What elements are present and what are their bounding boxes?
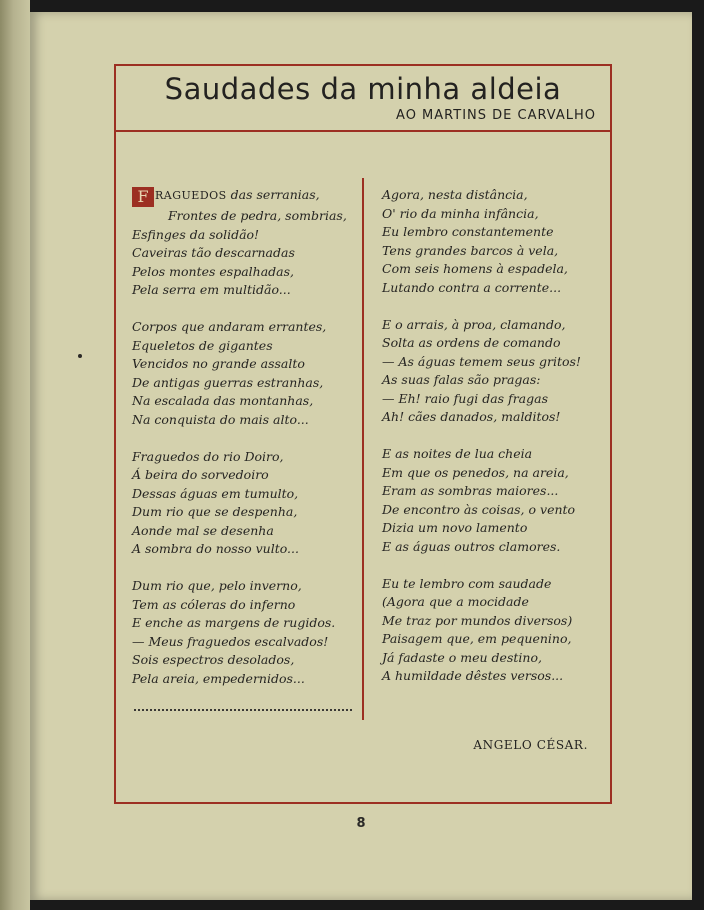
verse-text: Dum rio que, pelo inverno, [132, 578, 302, 593]
verse-line [132, 263, 352, 282]
verse-text: — Eh! raio fugi das fragas [382, 390, 548, 406]
verse-line [382, 334, 602, 353]
verse-line [382, 538, 602, 557]
column-divider [362, 178, 364, 720]
verse-line [382, 482, 602, 501]
verse-text: Caveiras tão descarnadas [132, 245, 295, 260]
verse-line [382, 649, 602, 668]
verse-line [382, 464, 602, 483]
verse-line [382, 353, 602, 372]
verse-line [132, 355, 352, 374]
verse-text: Em que os penedos, na areia, [382, 464, 569, 480]
verse-line [382, 593, 602, 612]
verse-line [132, 207, 352, 226]
verse-line [132, 577, 352, 596]
verse-text: Dizia um novo lamento [382, 520, 528, 535]
verse-text: Eram as sombras maiores... [382, 483, 559, 498]
verse-text: E o arrais, à proa, clamando, [382, 316, 566, 332]
verse-text: Agora, nesta distância, [382, 187, 528, 202]
verse-text: Dum rio que se despenha, [132, 504, 298, 519]
title-rule [116, 130, 610, 132]
verse-text: Ah! cães danados, malditos! [382, 409, 561, 424]
verse-text: As suas falas são pragas: [382, 372, 541, 387]
verse-line [132, 540, 352, 559]
verse-text: Eu lembro constantemente [382, 224, 554, 239]
verse-line [132, 596, 352, 615]
verse-line [382, 371, 602, 390]
verse-text: Esfinges da solidão! [132, 226, 260, 242]
verse-text: Equeletos de gigantes [132, 337, 273, 353]
verse-text: das serranias, [226, 187, 320, 202]
margin-dot [78, 354, 82, 358]
verse-text: Já fadaste o meu destino, [382, 649, 542, 665]
verse-text: Pelos montes espalhadas, [132, 263, 295, 279]
verse-line [132, 485, 352, 504]
verse-line [382, 575, 602, 594]
stanza [382, 186, 602, 297]
verse-text: Pela serra em multidão... [132, 282, 291, 297]
verse-text: (Agora que a mocidade [382, 594, 529, 609]
verse-line [382, 408, 602, 427]
verse-line [132, 522, 352, 541]
verse-text: Eu te lembro com saudade [382, 575, 552, 591]
verse-line [132, 614, 352, 633]
verse-line [132, 186, 352, 207]
verse-line [132, 448, 352, 467]
verse-text: A sombra do nosso vulto... [132, 541, 299, 556]
verse-text: A humildade dêstes versos... [382, 668, 564, 683]
verse-text: Dessas águas em tumulto, [132, 485, 299, 501]
verse-text: Fraguedos do rio Doiro, [132, 448, 284, 464]
verse-text: Na escalada das montanhas, [132, 393, 314, 408]
verse-text: Aonde mal se desenha [132, 522, 274, 538]
verse-line [132, 651, 352, 670]
verse-text: Me traz por mundos diversos) [382, 612, 573, 628]
verse-line [132, 503, 352, 522]
verse-text: De antigas guerras estranhas, [132, 374, 324, 390]
verse-line [132, 318, 352, 337]
verse-line [132, 244, 352, 263]
verse-text: Frontes de pedra, sombrias, [168, 208, 347, 223]
verse-text: Lutando contra a corrente... [382, 279, 562, 295]
verse-text: Á beira do sorvedoiro [132, 467, 269, 482]
verse-line [132, 633, 352, 652]
verse-line [382, 501, 602, 520]
verse-line [382, 667, 602, 686]
verse-line [132, 411, 352, 430]
verse-line [382, 205, 602, 224]
stanza [382, 575, 602, 686]
verse-text: De encontro às coisas, o vento [382, 501, 576, 517]
verse-line [382, 630, 602, 649]
verse-line [132, 466, 352, 485]
stanza [132, 577, 352, 688]
verse-line [382, 223, 602, 242]
right-column [382, 186, 602, 704]
stanza [132, 448, 352, 559]
small-caps-word: RAGUEDOS [155, 189, 227, 202]
verse-text: Tem as cóleras do inferno [132, 596, 296, 612]
verse-text: Sois espectros desolados, [132, 652, 295, 667]
book-page [30, 12, 692, 900]
dotted-line [134, 709, 352, 711]
verse-text: O' rio da minha infância, [382, 205, 539, 221]
verse-line [382, 242, 602, 261]
verse-text: Na conquista do mais alto... [132, 411, 309, 427]
stanza [382, 316, 602, 427]
verse-line [132, 281, 352, 300]
verse-line [382, 186, 602, 205]
verse-text: Paisagem que, em pequenino, [382, 631, 572, 646]
stanza [382, 445, 602, 556]
poem-frame [114, 64, 612, 804]
verse-line [382, 316, 602, 335]
left-column [132, 186, 352, 707]
stanza [132, 318, 352, 429]
verse-line [132, 392, 352, 411]
verse-line [382, 445, 602, 464]
verse-line [382, 390, 602, 409]
verse-text: E as noites de lua cheia [382, 446, 533, 461]
verse-line [382, 260, 602, 279]
verse-line [132, 374, 352, 393]
verse-text: Tens grandes barcos à vela, [382, 242, 559, 258]
verse-text: Vencidos no grande assalto [132, 356, 305, 371]
verse-text: — As águas temem seus gritos! [382, 353, 581, 369]
verse-text: Com seis homens à espadela, [382, 261, 568, 276]
verse-text: Solta as ordens de comando [382, 335, 561, 350]
book-spine [0, 0, 30, 910]
verse-text: — Meus fraguedos escalvados! [132, 633, 329, 649]
verse-line [382, 519, 602, 538]
drop-cap: F [132, 187, 154, 207]
verse-text: E as águas outros clamores. [382, 538, 561, 554]
page-number: 8 [356, 816, 366, 831]
verse-line [132, 670, 352, 689]
poem-dedication: AO MARTINS DE CARVALHO [396, 108, 596, 123]
verse-line [132, 226, 352, 245]
poem-title: Saudades da minha aldeia [164, 72, 562, 106]
verse-text: Corpos que andaram errantes, [132, 319, 327, 334]
verse-line [382, 279, 602, 298]
verse-line [132, 337, 352, 356]
stanza [132, 186, 352, 300]
verse-text: E enche as margens de rugidos. [132, 615, 336, 630]
verse-text: Pela areia, empedernidos... [132, 670, 305, 686]
author-signature: ANGELO CÉSAR. [473, 738, 588, 752]
verse-line [382, 612, 602, 631]
